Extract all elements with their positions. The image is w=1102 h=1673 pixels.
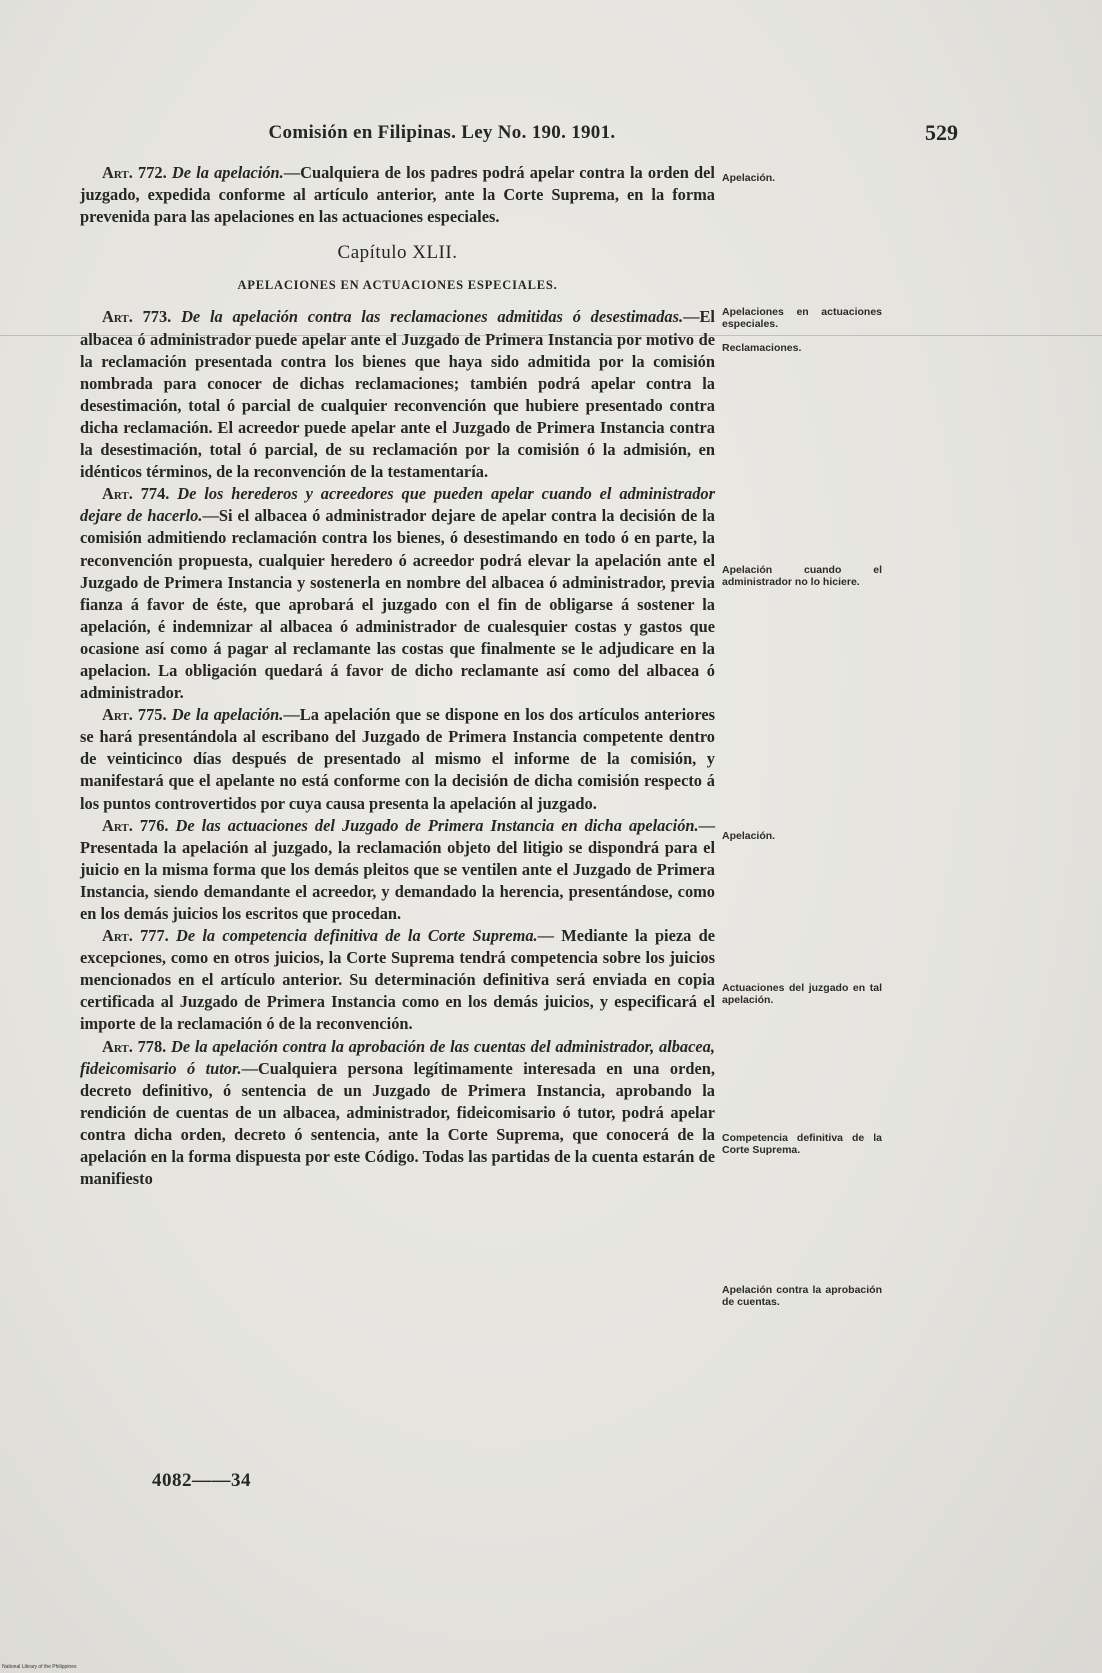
article-text: —Cualquiera de los padres podrá apelar contra la orden del juzgado, expedida conforme al artículo anterior, ante la Corte Suprema, en la forma prevenida para las apelaciones en las actuaciones especiales.: [80, 163, 715, 227]
article-title: De los herederos y acreedores que pueden apelar cuando el administrador dejare de hacerlo.: [80, 484, 715, 526]
article-778: [80, 1036, 715, 1191]
article-776: [80, 815, 715, 925]
article-772: [80, 162, 715, 228]
margin-note: Competencia definitiva de la Corte Suprema.: [722, 1132, 882, 1156]
article-text: — Mediante la pieza de excepciones, como en otros juicios, la Corte Suprema tendrá competencia sobre los juicios mencionados en el artículo anterior. Su determinación definitiva será enviada en copia certificada al Juzgado de Primera Instancia como en los demás juicios, y especificará el importe de la reclamación ó de la reconvención.: [80, 926, 715, 1034]
margin-note: Reclamaciones.: [722, 342, 802, 354]
margin-note: Apelación cuando el administrador no lo hiciere.: [722, 564, 882, 588]
margin-note: Apelaciones en actuaciones especiales.: [722, 306, 882, 330]
article-text: —La apelación que se dispone en los dos artículos anteriores se hará presentándola al escribano del Juzgado de Primera Instancia competente dentro de veinticinco días después de presentado al mismo el informe de la comisión, y manifestará que el apelante no está conforme con la decisión de dicha comisión respecto á los puntos controvertidos por cuya causa presenta la apelación al juzgado.: [80, 705, 715, 813]
margin-note: Apelación contra la aprobación de cuentas.: [722, 1284, 882, 1308]
article-text: —Presentada la apelación al juzgado, la reclamación objeto del litigio se dispondrá para el juicio en la misma forma que los demás pleitos que se ventilen ante el Juzgado de Primera Instancia, siendo demandante el acreedor, y demandado la herencia, presentándose, como en los demás juicios los escritos que procedan.: [80, 815, 715, 923]
chapter-title: Capítulo XLII.: [337, 242, 458, 264]
article-label: Art. 775.: [102, 705, 167, 725]
article-title: De la apelación contra las reclamaciones admitidas ó desestimadas.: [181, 307, 684, 327]
library-imprint: National Library of the Philippines: [2, 1664, 77, 1670]
margin-note: Apelación.: [722, 172, 776, 184]
article-title: De la apelación.: [171, 163, 284, 182]
article-title: De la competencia definitiva de la Corte Suprema.: [176, 926, 538, 946]
article-title: De la apelación contra la aprobación de las cuentas del administrador, albacea, fideicomisario ó tutor.: [80, 1036, 715, 1078]
running-head: Comisión en Filipinas. Ley No. 190. 1901.: [268, 122, 616, 143]
article-text: —Si el albacea ó administrador dejare de apelar contra la decisión de la comisión admitiendo reclamación contra los bienes, ó desestimando en todo ó en parte, la reconvención propuesta, cualquier heredero ó acreedor podrá elevar la apelación ante el Juzgado de Primera Instancia y sostenerla en nombre del albacea ó administrador, previa fianza á favor de éste, que aprobará el juzgado con el fin de obligarse á sostener la apelación, é indemnizar al albacea ó administrador de cualesquier costas y gastos que ocasione así como á pagar al reclamante las costas que finalmente se le adjudicare en la apelacion. La obligación quedará á favor de dicho reclamante así como del albacea ó administrador.: [80, 506, 716, 703]
article-label: Art. 776.: [102, 815, 169, 835]
article-title: De la apelación.: [171, 705, 284, 725]
article-text: —Cualquiera persona legítimamente interesada en una orden, decreto definitivo, ó sentencia de un Juzgado de Primera Instancia, aprobando la rendición de cuentas de un albacea, administrador, fideicomisario ó tutor, podrá apelar contra dicha orden, decreto ó sentencia, ante la Corte Suprema, que conocerá de la apelación en la forma dispuesta por este Código. Todas las partidas de la cuenta estarán de manifiesto: [80, 1058, 715, 1189]
page-number: 529: [925, 120, 958, 145]
article-title: De las actuaciones del Juzgado de Primera Instancia en dicha apelación.: [175, 815, 699, 835]
margin-note: Actuaciones del juzgado en tal apelación.: [722, 982, 882, 1006]
article-label: Art. 772.: [102, 163, 167, 182]
article-773: [80, 306, 715, 483]
main-text: [80, 162, 715, 1190]
article-777: [80, 925, 715, 1035]
article-text: —El albacea ó administrador puede apelar ante el Juzgado de Primera Instancia por motivo de la reclamación presentada contra los bienes que haya sido admitida por la comisión nombrada para conocer de dichas reclamaciones; también podrá apelar contra la desestimación, total ó parcial de cualquier reconvención que hubiere presentado contra dicha reclamación. El acreedor puede apelar ante el Juzgado de Primera Instancia contra la desestimación, total ó parcial, de su reclamación por la comisión ó la admisión, en idénticos términos, de la reconvención de la testamentaría.: [80, 307, 715, 482]
article-label: Art. 774.: [102, 484, 170, 504]
article-775: [80, 704, 715, 814]
printer-signature: 4082——34: [152, 1470, 251, 1491]
article-label: Art. 777.: [102, 926, 169, 946]
margin-note: Apelación.: [722, 830, 776, 842]
chapter-subtitle: APELACIONES EN ACTUACIONES ESPECIALES.: [237, 278, 558, 293]
article-774: [80, 483, 715, 704]
article-label: Art. 778.: [102, 1036, 167, 1056]
article-label: Art. 773.: [102, 307, 172, 327]
